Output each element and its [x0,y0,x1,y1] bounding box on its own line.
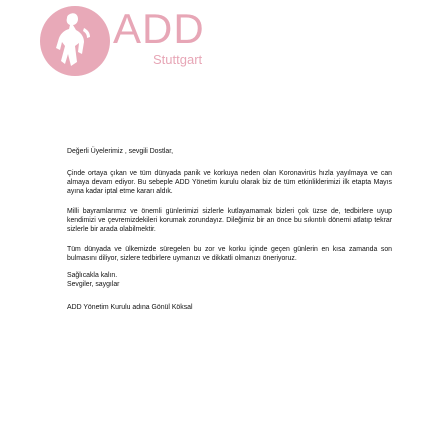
letter-greeting: Değerli Üyelerimiz , sevgili Dostlar, [67,148,174,155]
letter-closing-1: Sağlıcakla kalın. [67,272,118,279]
logo-city: Stuttgart [153,52,203,67]
add-logo [40,6,230,76]
logo-wordmark: ADD [113,5,205,52]
letter-paragraph-1: Çinde ortaya çıkan ve tüm dünyada panik ve korkuya neden olan Koronavirüs hızla yayılmaya ve can almaya devam ediyor. Bu sebeple ADD Yönetim kurulu olarak biz de tüm etkinliklerimizi ilk etapta Mayıs ayına kadar iptal etme kararı aldık. [67,170,392,195]
logo-emblem-icon [40,6,110,76]
letter-body [67,147,392,312]
letter-paragraph-2: Milli bayramlarımız ve önemli günlerimizi sizlerle kutlayamamak bizleri çok üzse de, tedbirlere uyup kendimizi ve çevremizdekileri korumak zorundayız. Dileğimiz bir an önce bu sıkıntılı dönemi atlatıp tekrar sizlerle bir arada olabilmektir. [67,208,392,233]
letter-signature: ADD Yönetim Kurulu adına Gönül Köksal [67,304,193,311]
letter-paragraph-3: Tüm dünyada ve ülkemizde süregelen bu zor ve korku içinde geçen günlerin en kısa zamanda son bulmasını diliyor, sizlere tedbirlere uymanızı ve dikkatli olmanızı öneriyoruz. [67,246,392,262]
letter-closing-2: Sevgiler, saygılar [67,281,120,288]
